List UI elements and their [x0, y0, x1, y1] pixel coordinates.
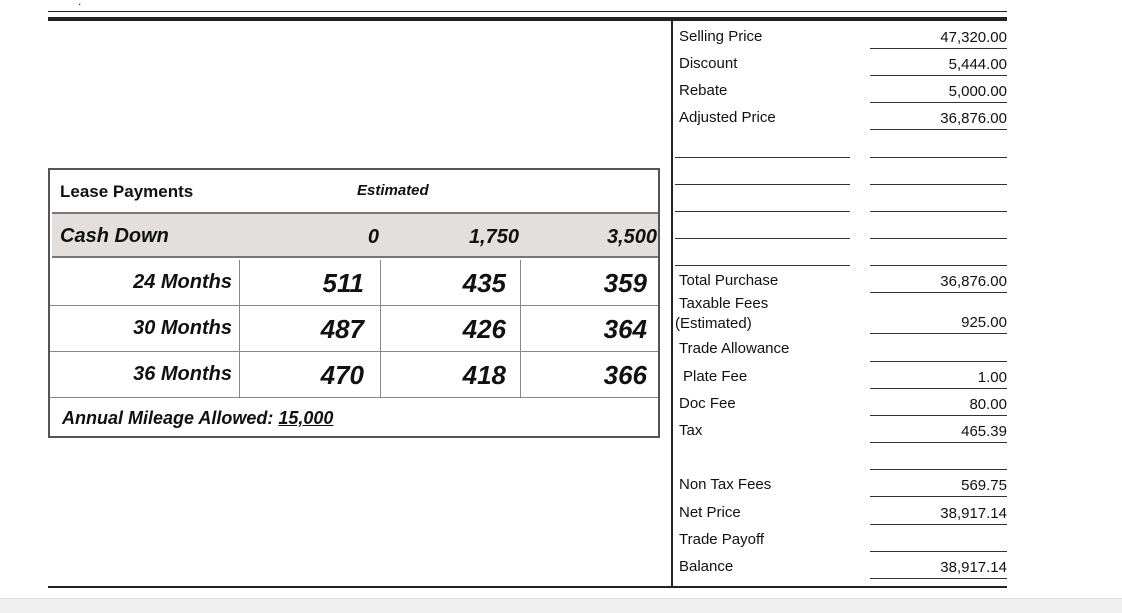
- column-divider: [380, 260, 381, 398]
- lease-term: 24 Months: [133, 271, 232, 293]
- net-price-value: 38,917.14: [940, 505, 1007, 522]
- non-tax-fees-label: Non Tax Fees: [679, 476, 772, 493]
- lease-payment: 435: [462, 268, 506, 298]
- value-rule: [870, 75, 1007, 76]
- lease-payment: 470: [320, 360, 364, 390]
- lease-row: [50, 352, 658, 398]
- discount-value: 5,444.00: [948, 56, 1007, 73]
- lease-payment: 511: [322, 268, 364, 298]
- plate-fee-label: Plate Fee: [683, 368, 748, 385]
- lease-payment: 359: [603, 268, 647, 298]
- non-tax-fees-value: 569.75: [961, 477, 1007, 494]
- bottom-scroll-area: [0, 598, 1122, 613]
- value-rule: [870, 415, 1007, 416]
- value-rule: [870, 333, 1007, 334]
- cash-down-option: 0: [367, 226, 379, 248]
- estimated-label: Estimated: [357, 182, 429, 199]
- trade-allowance-label: Trade Allowance: [679, 340, 790, 357]
- lease-payment: 364: [603, 314, 647, 344]
- top-thick-rule: [48, 17, 1007, 21]
- value-rule: [870, 551, 1007, 552]
- lease-title: Lease Payments: [60, 182, 194, 201]
- cash-down-option: 3,500: [606, 226, 657, 248]
- tax-label: Tax: [679, 422, 703, 439]
- mileage-value: 15,000: [278, 408, 334, 428]
- selling-price-label: Selling Price: [679, 28, 763, 45]
- blank-label-rule: [675, 238, 850, 239]
- adjusted-price-label: Adjusted Price: [679, 109, 776, 126]
- total-purchase-label: Total Purchase: [679, 272, 779, 289]
- rebate-label: Rebate: [679, 82, 728, 99]
- tax-value: 465.39: [961, 423, 1007, 440]
- trade-payoff-label: Trade Payoff: [679, 531, 765, 548]
- lease-term: 36 Months: [133, 363, 232, 385]
- cash-down-row: [52, 212, 658, 258]
- total-purchase-value: 36,876.00: [940, 273, 1007, 290]
- value-rule: [870, 524, 1007, 525]
- value-rule: [870, 102, 1007, 103]
- value-rule: [870, 496, 1007, 497]
- lease-payment: 426: [462, 314, 506, 344]
- plate-fee-value: 1.00: [977, 369, 1007, 386]
- cash-down-option: 1,750: [468, 226, 519, 248]
- bottom-rule: [48, 586, 1007, 588]
- lease-payment: 366: [603, 360, 647, 390]
- doc-fee-value: 80.00: [969, 396, 1007, 413]
- value-rule: [870, 388, 1007, 389]
- lease-term: 30 Months: [133, 317, 232, 339]
- lease-row: [50, 306, 658, 352]
- lease-payments-table: [48, 168, 660, 438]
- value-rule: [870, 442, 1007, 443]
- top-rule: [48, 11, 1007, 12]
- value-rule: [870, 48, 1007, 49]
- taxable-fees-label: Taxable Fees: [679, 295, 769, 312]
- blank-label-rule: [675, 184, 850, 185]
- annual-mileage: [62, 408, 333, 429]
- value-rule: [870, 292, 1007, 293]
- selling-price-value: 47,320.00: [940, 29, 1007, 46]
- blank-value-rule: [870, 265, 1007, 266]
- value-rule: [870, 129, 1007, 130]
- blank-value-rule: [870, 238, 1007, 239]
- balance-label: Balance: [679, 558, 734, 575]
- cash-down-label: Cash Down: [60, 225, 169, 247]
- mileage-label: Annual Mileage Allowed:: [62, 408, 274, 428]
- lease-payment: 487: [320, 314, 364, 344]
- blank-label-rule: [675, 265, 850, 266]
- blank-value-rule: [870, 184, 1007, 185]
- section-divider: [671, 21, 673, 587]
- rebate-value: 5,000.00: [948, 83, 1007, 100]
- doc-fee-label: Doc Fee: [679, 395, 736, 412]
- taxable-fees-value: 925.00: [961, 314, 1007, 331]
- column-divider: [239, 260, 240, 398]
- column-divider: [520, 260, 521, 398]
- value-rule: [870, 578, 1007, 579]
- blank-label-rule: [675, 211, 850, 212]
- net-price-label: Net Price: [679, 504, 741, 521]
- blank-label-rule: [675, 157, 850, 158]
- blank-value-rule: [870, 469, 1007, 470]
- balance-value: 38,917.14: [940, 559, 1007, 576]
- blank-value-rule: [870, 211, 1007, 212]
- discount-label: Discount: [679, 55, 738, 72]
- lease-payment: 418: [462, 360, 506, 390]
- lease-row: [50, 260, 658, 306]
- adjusted-price-value: 36,876.00: [940, 110, 1007, 127]
- value-rule: [870, 361, 1007, 362]
- blank-value-rule: [870, 157, 1007, 158]
- taxable-fees-label-estimated: (Estimated): [675, 315, 752, 332]
- top-mark: .: [78, 0, 82, 8]
